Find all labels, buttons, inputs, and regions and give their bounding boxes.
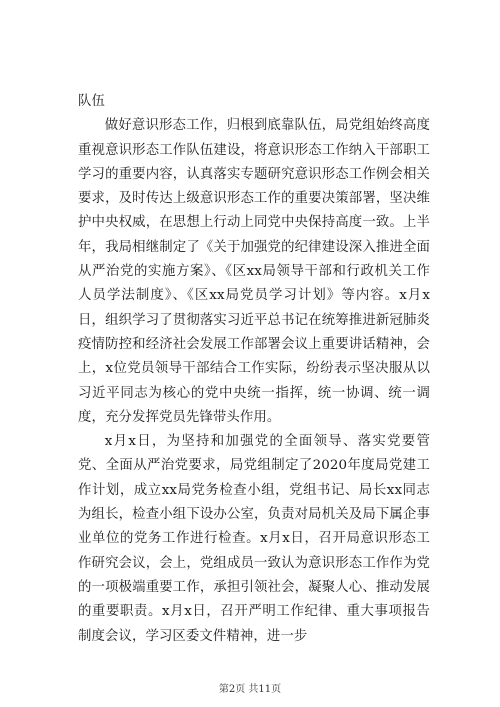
paragraph-1: 做好意识形态工作，归根到底靠队伍，局党组始终高度重视意识形态工作队伍建设，将意识形态工作纳入干部职工学习的重要内容，认真落实专题研究意识形态工作例会相关要求，及时传达上级意识形态工作的重要决策部署，坚决维护中央权威，在思想上行动上同党中央保持高度一致。上半年，我局相继制定了《关于加强党的纪律建设深入推进全面从严治党的实施方案》、《区xx局领导干部和行政机关工作人员学法制度》、《区xx局党员学习计划》等内容。x月x日，组织学习了贯彻落实习近平总书记在统筹推进新冠肺炎疫情防控和经济社会发展工作部署会议上重要讲话精神，会上，x位党员领导干部结合工作实际，纷纷表示坚决服从以习近平同志为核心的党中央统一指挥，统一协调、统一调度，充分发挥党员先锋带头作用。 — [78, 118, 430, 425]
paragraph-2: x月x日，为坚持和加强党的全面领导、落实党要管党、全面从严治党要求，局党组制定了2020年度局党建工作计划，成立xx局党务检查小组，党组书记、局长xx同志为组长，检查小组下设办公室，负责对局机关及局下属企事业单位的党务工作进行检查。x月x日，召开局意识形态工作研究会议，会上，党组成员一致认为意识形态工作作为党的一项极端重要工作，承担引领社会，凝聚人心、推动发展的重要职责。x月x日，召开严明工作纪律、重大事项报告制度会议，学习区委文件精神，进一步 — [78, 434, 430, 644]
document-body — [78, 90, 430, 649]
page-number-footer: 第2页 共11页 — [218, 684, 282, 695]
section-heading: 队伍 — [78, 94, 105, 109]
